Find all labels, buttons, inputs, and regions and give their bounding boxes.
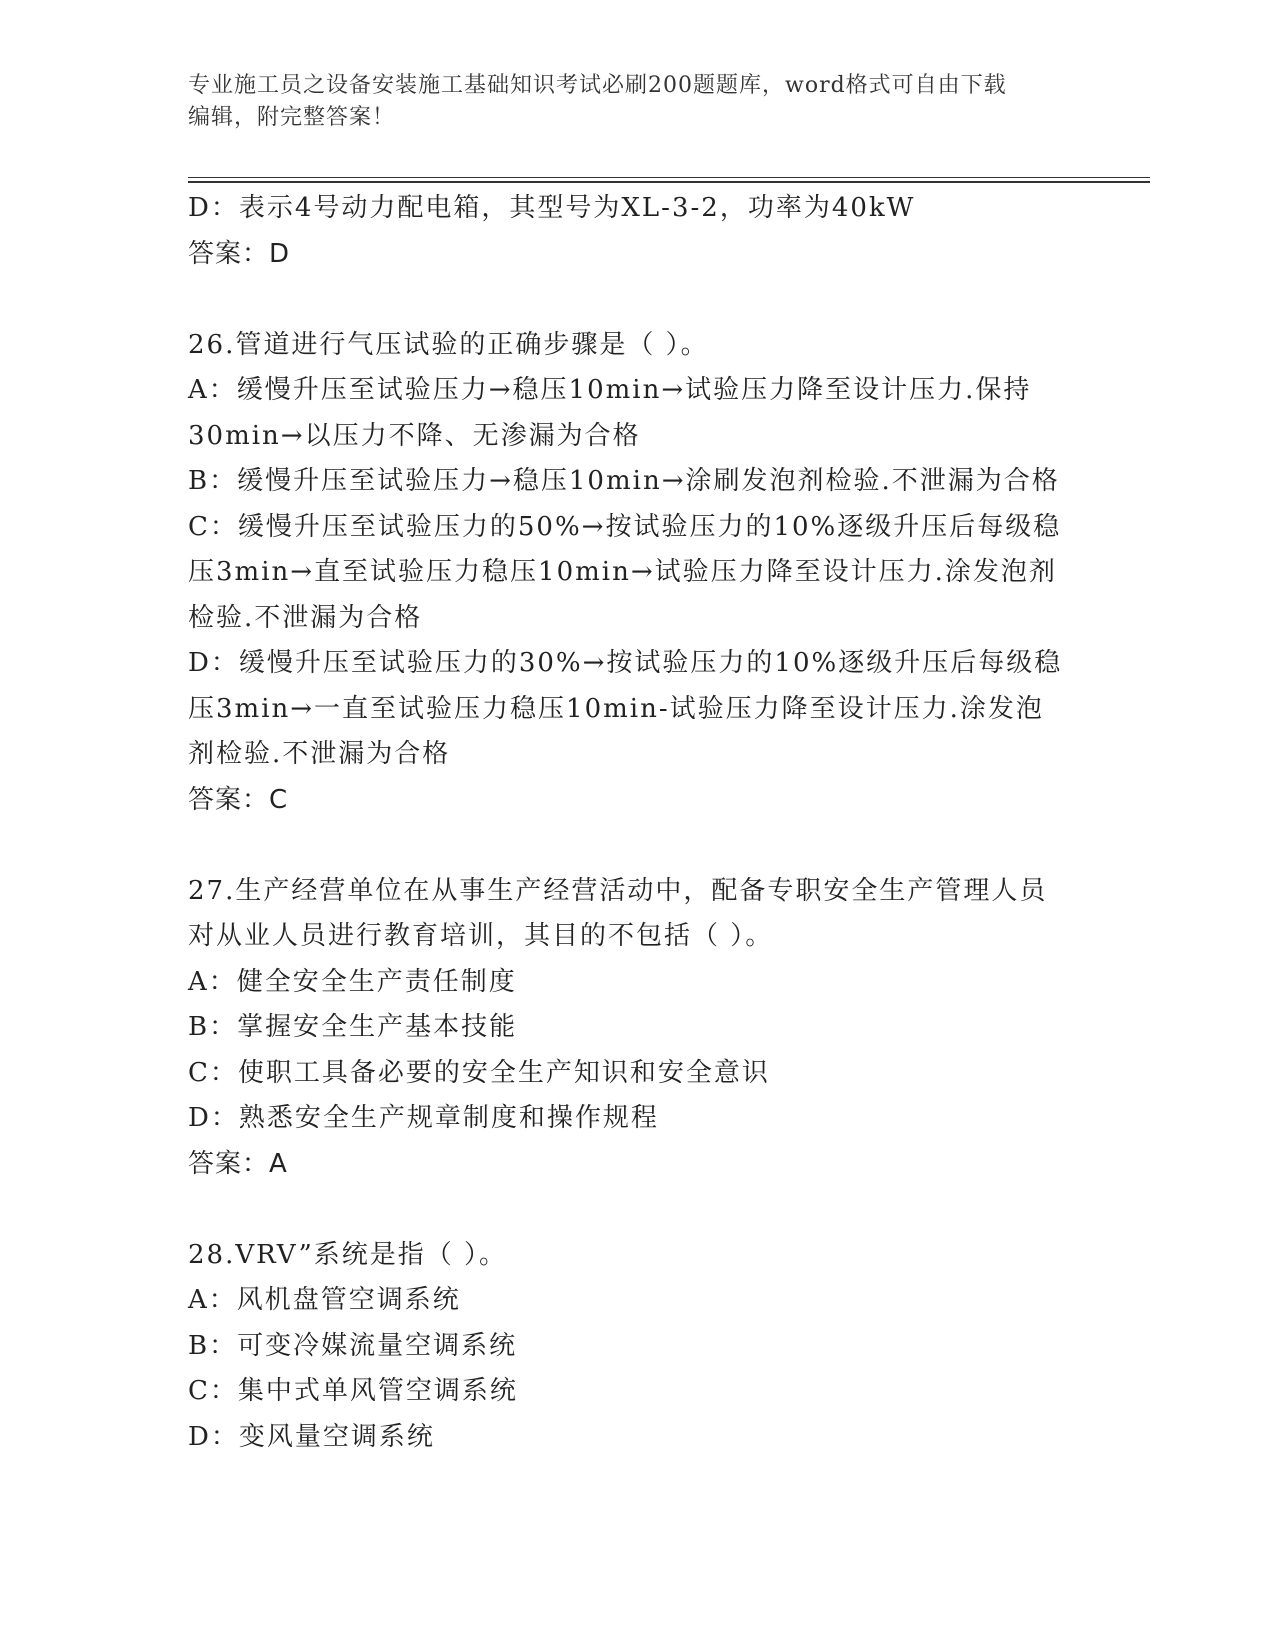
option-c: C：集中式单风管空调系统 [188, 1376, 518, 1406]
question-26 [188, 323, 1088, 824]
answer-line: 答案：A [188, 1148, 288, 1179]
document-header [188, 70, 1088, 134]
question-stem-line-1: 27.生产经营单位在从事生产经营活动中，配备专职安全生产管理人员 [188, 875, 1048, 906]
header-divider-thick [188, 181, 1150, 183]
option-b: B：掌握安全生产基本技能 [188, 1012, 518, 1042]
option-c-line-3: 检验.不泄漏为合格 [188, 602, 423, 633]
option-a-line-2: 30min→以压力不降、无渗漏为合格 [188, 420, 641, 451]
question-27 [188, 869, 1088, 1188]
option-c-line-1: C：缓慢升压至试验压力的50%→按试验压力的10%逐级升压后每级稳 [188, 511, 1062, 542]
option-a: A：健全安全生产责任制度 [188, 966, 517, 997]
option-d: D：熟悉安全生产规章制度和操作规程 [188, 1103, 659, 1133]
option-c: C：使职工具备必要的安全生产知识和安全意识 [188, 1057, 770, 1088]
option-d-line-3: 剂检验.不泄漏为合格 [188, 739, 451, 769]
spacer [188, 1187, 1088, 1233]
option-b: B：可变冷媒流量空调系统 [188, 1330, 518, 1361]
document-body [188, 186, 1088, 1460]
question-stem: 26.管道进行气压试验的正确步骤是（ ）。 [188, 329, 709, 360]
question-28 [188, 1233, 1088, 1461]
question-stem: 28.VRV”系统是指（ ）。 [188, 1239, 508, 1270]
option-a-line-1: A：缓慢升压至试验压力→稳压10min→试验压力降至设计压力.保持 [188, 375, 1032, 405]
option-d-line-1: D：缓慢升压至试验压力的30%→按试验压力的10%逐级升压后每级稳 [188, 648, 1063, 678]
option-d: D：变风量空调系统 [188, 1421, 435, 1452]
header-line-1: 专业施工员之设备安装施工基础知识考试必刷200题题库，word格式可自由下载 [188, 73, 1007, 98]
option-d-line-2: 压3min→一直至试验压力稳压10min-试验压力降至设计压力.涂发泡 [188, 693, 1044, 724]
answer-line: 答案：D [188, 238, 291, 269]
option-a: A：风机盘管空调系统 [188, 1285, 461, 1315]
spacer [188, 277, 1088, 323]
question-stem-line-2: 对从业人员进行教育培训，其目的不包括（ ）。 [188, 921, 774, 951]
option-d: D：表示4号动力配电箱，其型号为XL-3-2，功率为40kW [188, 193, 916, 223]
header-line-2: 编辑，附完整答案！ [188, 105, 396, 130]
answer-line: 答案：C [188, 784, 289, 815]
spacer [188, 823, 1088, 869]
option-b-line-1: B：缓慢升压至试验压力→稳压10min→涂刷发泡剂检验.不泄漏为合格 [188, 466, 1060, 496]
header-divider-thin [188, 177, 1150, 178]
option-c-line-2: 压3min→直至试验压力稳压10min→试验压力降至设计压力.涂发泡剂 [188, 557, 1057, 587]
question-25-tail [188, 186, 1088, 277]
